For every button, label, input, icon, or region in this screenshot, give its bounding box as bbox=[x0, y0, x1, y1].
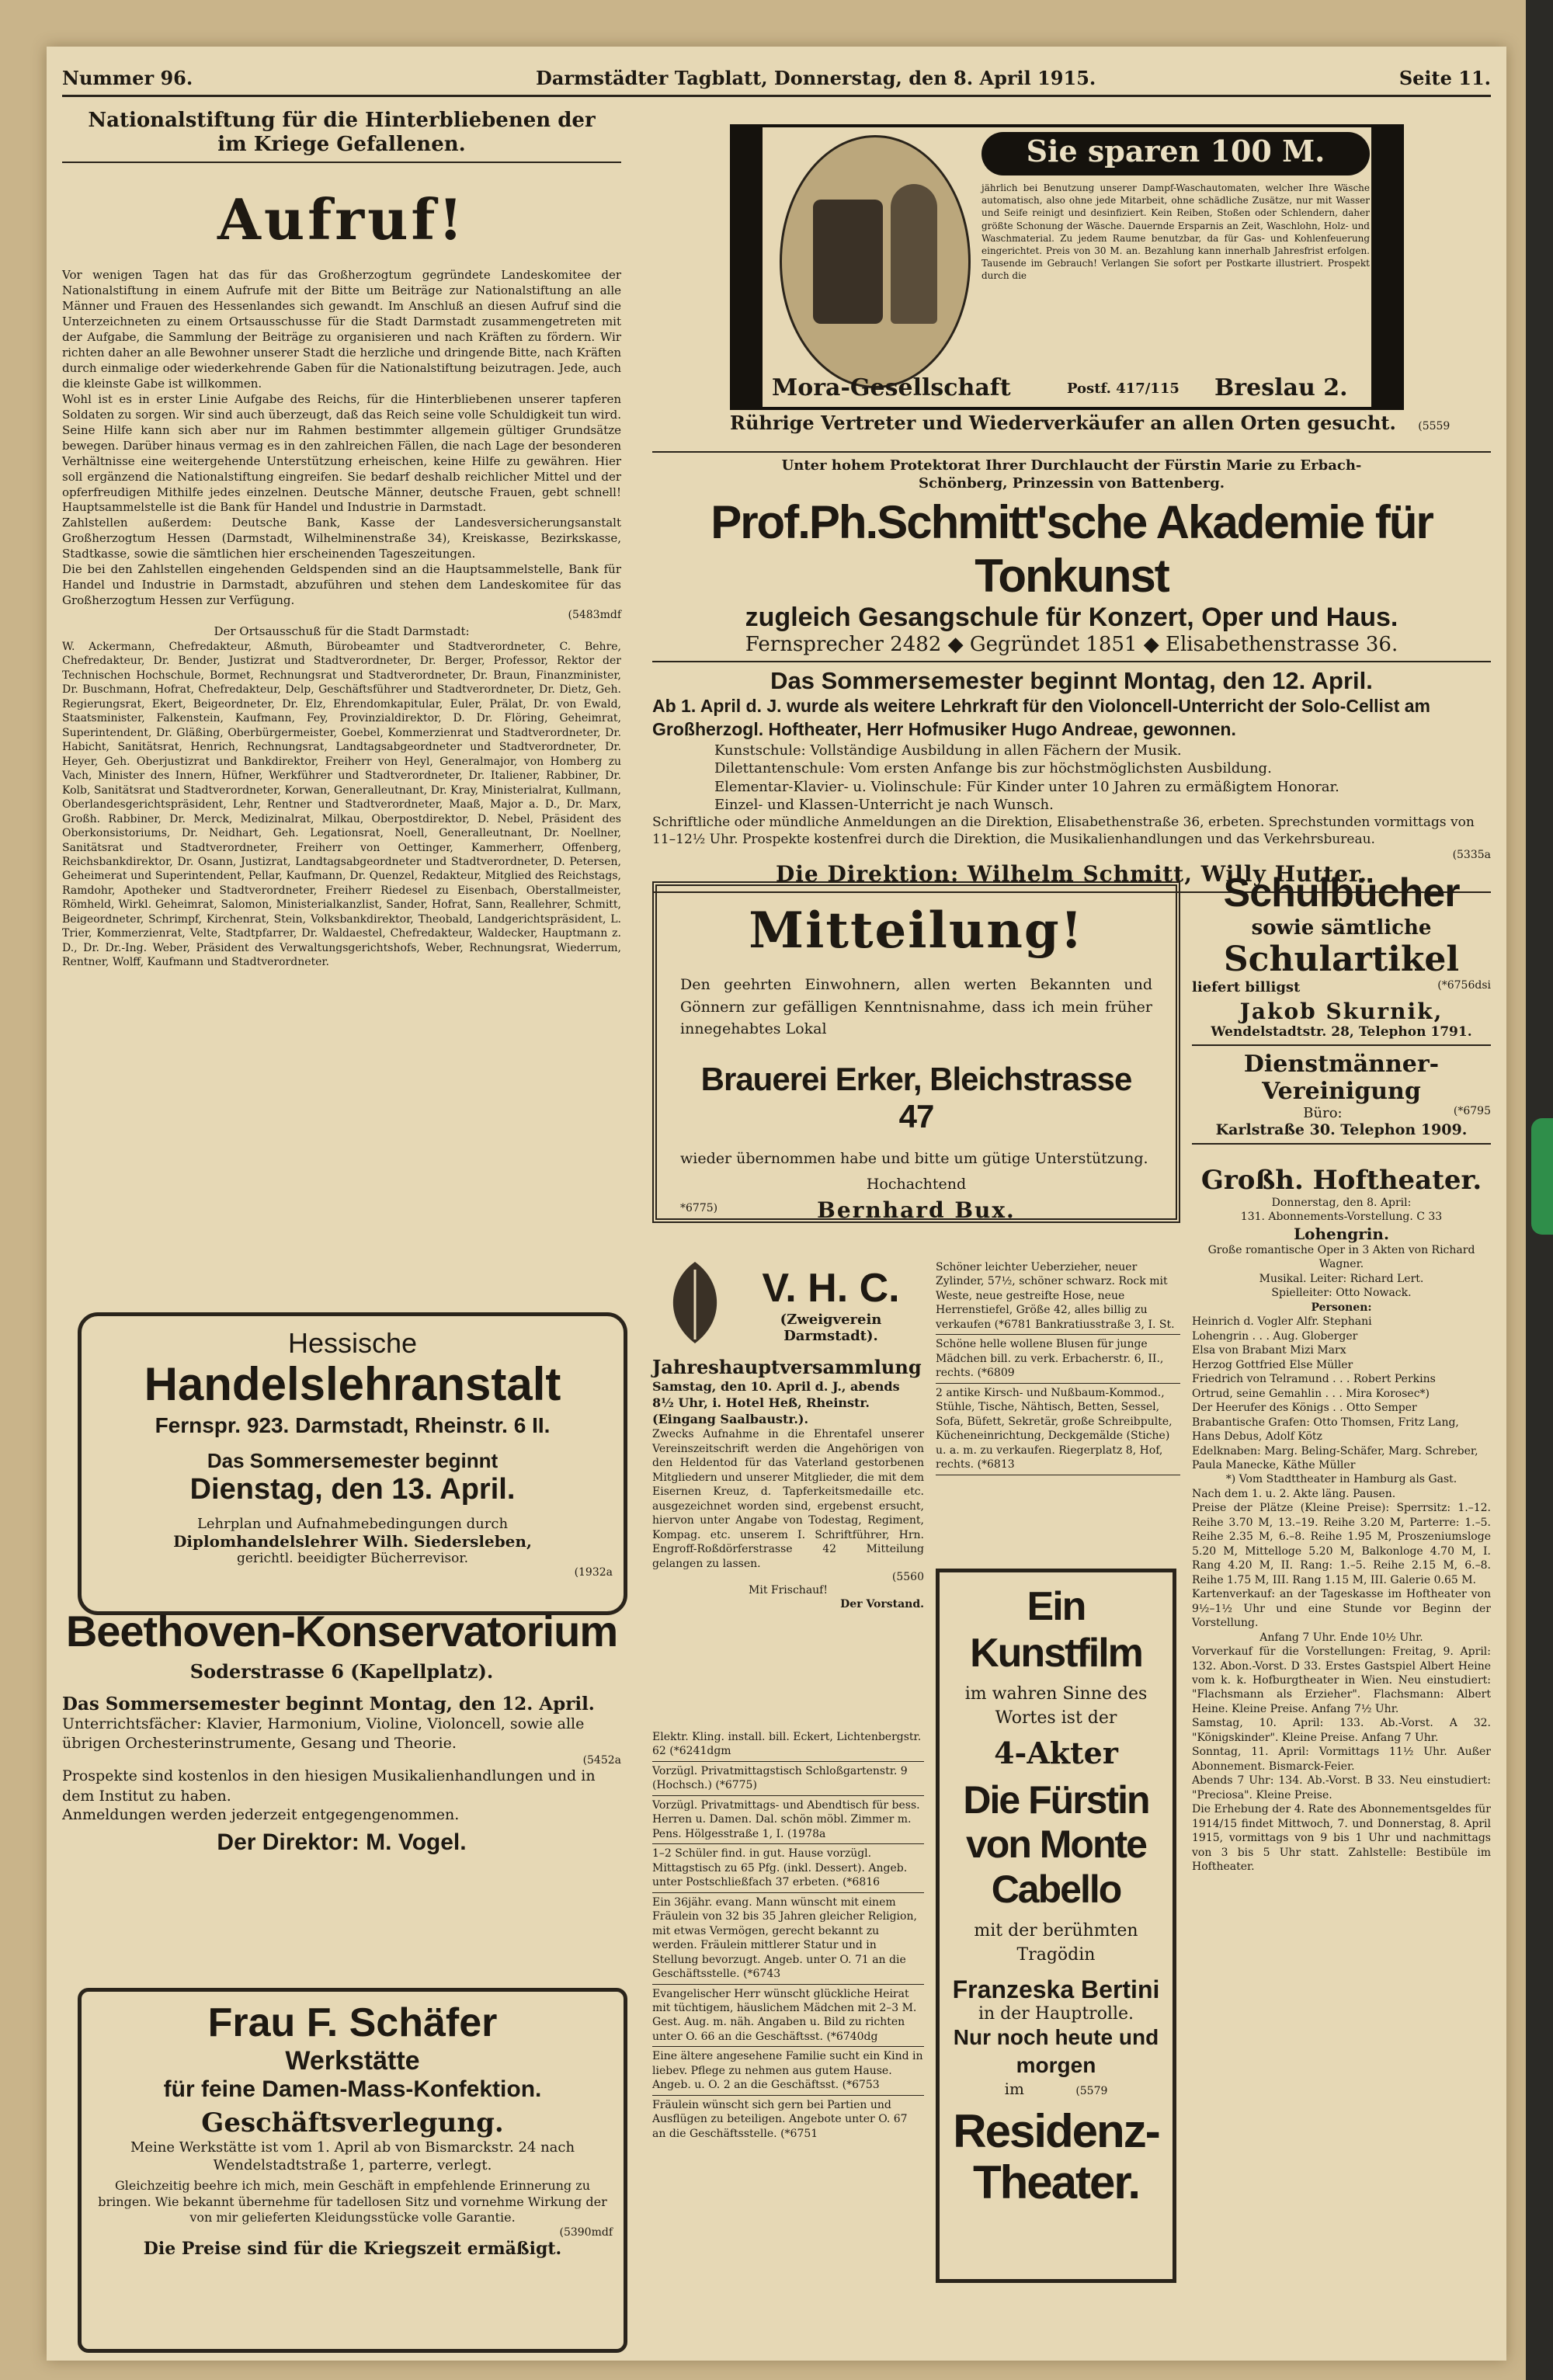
dienst-title: Dienstmänner-Vereinigung bbox=[1243, 1051, 1440, 1105]
dienst-buero: Büro: bbox=[1303, 1105, 1343, 1121]
beethoven-prospekte: Prospekte sind kostenlos in den hiesigen Musikalienhandlungen und in dem Institut zu haben. bbox=[62, 1767, 596, 1805]
film-line8: im bbox=[1004, 2079, 1024, 2099]
small-ad: Ein 36jähr. evang. Mann wünscht mit einem Fräulein von 32 bis 35 Jahren gleicher Religion, mit etwas Vermögen, gerecht bekannt zu werden. Fräulein mittlerer Statur und in Stellung bevorzugt. Angeb. unter O. 71 an die Geschäftsstelle. (*6743 bbox=[652, 1893, 924, 1985]
schulbuecher-address: Wendelstadtstr. 28, Telephon 1791. bbox=[1211, 1024, 1472, 1040]
handel-line1: Hessische bbox=[287, 1327, 418, 1359]
film-bertini: Franzeska Bertini bbox=[952, 1975, 1160, 2003]
ad-code: (5335a bbox=[1452, 848, 1491, 861]
handel-line8: gerichtl. beeidigter Bücherrevisor. bbox=[236, 1551, 469, 1566]
vhc-jhv: Jahreshauptversammlung bbox=[652, 1356, 922, 1378]
handel-title: Handelslehranstalt bbox=[144, 1358, 561, 1410]
mitteilung-lokal: Brauerei Erker, Bleichstrasse 47 bbox=[700, 1060, 1132, 1134]
leaf-emblem-icon bbox=[652, 1258, 738, 1351]
beethoven-anmeldungen: Anmeldungen werden jederzeit entgegengenommen. bbox=[62, 1806, 460, 1824]
issue-number: Nummer 96. bbox=[62, 67, 193, 89]
page-tab-marker bbox=[1531, 1118, 1553, 1235]
theater-pausen: Nach dem 1. u. 2. Akte läng. Pausen. bbox=[1192, 1487, 1396, 1500]
theater-cast-2: Elsa von Brabant Mizi Marx bbox=[1192, 1344, 1346, 1357]
theater-samstag: Samstag, 10. April: 133. Ab.-Vorst. A 32. "Königskinder". Kleine Preise. Anfang 7 Uhr. bbox=[1192, 1717, 1491, 1744]
schmitt-title: Prof.Ph.Schmitt'sche Akademie für Tonkunst bbox=[710, 496, 1433, 602]
schmitt-elementar: Elementar-Klavier- u. Violinschule: Für Kinder unter 10 Jahren zu ermäßigtem Honorar. bbox=[714, 778, 1339, 795]
theater-cast-8: Edelknaben: Marg. Beling-Schäfer, Marg. Schreber, Paula Manecke, Käthe Müller bbox=[1192, 1444, 1478, 1471]
vhc-text: Zwecks Aufnahme in die Ehrentafel unserer Vereinszeitschrift werden die Angehörigen von den Heldentod für das Vaterland gestorbenen Mitgliedern und unserer Mitglieder, die mit dem Eisernen Kreuz, d. Tapferkeitsmedaille etc. ausgezeichnet worden sind, ergebenst ersucht, hiervon unter Angabe von Todestag, Regiment, Kompag. etc. unserem I. Schriftführer, Hrn. Engroff-Roßdörferstrasse 42 Mitteilung gelangen zu lassen. bbox=[652, 1428, 924, 1570]
schaefer-line4: Meine Werkstätte ist vom 1. April ab von Bismarckstr. 24 nach Wendelstadtstraße 1, parterre, verlegt. bbox=[130, 2139, 575, 2174]
film-residenz: Residenz-Theater. bbox=[953, 2105, 1159, 2209]
mitteilung-name: Bernhard Bux. bbox=[817, 1197, 1016, 1223]
small-ad: Eine ältere angesehene Familie sucht ein Kind in liebev. Pflege zu nehmen aus gutem Hause. Angeb. u. O. 2 an die Geschäftsst. (*6753 bbox=[652, 2047, 924, 2095]
schmitt-protektorat: Unter hohem Protektorat Ihrer Durchlaucht der Fürstin Marie zu Erbach-Schönberg, Prinzessin von Battenberg. bbox=[781, 457, 1362, 492]
theater-spielleiter: Spielleiter: Otto Nowack. bbox=[1271, 1287, 1412, 1300]
small-ad: Schöne helle wollene Blusen für junge Mädchen bill. zu verk. Erbacherstr. 6, II., rechts. (*6809 bbox=[936, 1335, 1180, 1383]
mora-postfach: Postf. 417/115 bbox=[1067, 380, 1180, 397]
handel-semester: Das Sommersemester beginnt bbox=[207, 1449, 499, 1472]
ad-schulbuecher bbox=[1192, 870, 1491, 1149]
schaefer-werkstaette: Werkstätte bbox=[285, 2046, 420, 2076]
theater-cast-5: Ortrud, seine Gemahlin . . . Mira Korosec*) bbox=[1192, 1387, 1430, 1400]
small-ad: Schöner leichter Ueberzieher, neuer Zylinder, 57½, schöner schwarz. Rock mit Weste, neue gestreifte Hose, neue Herrenstiefel, Größe 42, alles billig zu verkaufen (*6781 Bankratiusstraße 3, I. St. bbox=[936, 1258, 1180, 1335]
theater-date: Donnerstag, den 8. April: bbox=[1271, 1197, 1412, 1209]
newspaper-page bbox=[47, 47, 1506, 2361]
aufruf-title: Aufruf! bbox=[217, 186, 467, 253]
beethoven-faecher: Unterrichtsfächer: Klavier, Harmonium, Violine, Violoncell, sowie alle übrigen Orchesterinstrumente, Gesang und Theorie. bbox=[62, 1715, 585, 1753]
vhc-title: V. H. C. bbox=[762, 1266, 900, 1311]
schaefer-preise: Die Preise sind für die Kriegszeit ermäßigt. bbox=[143, 2239, 562, 2260]
schmitt-lehrkraft: Ab 1. April d. J. wurde als weitere Lehrkraft für den Violoncell-Unterricht der Solo-Cellist am Großherzogl. Hoftheater, Herr Hofmusiker Hugo Andreae, gewonnen. bbox=[652, 696, 1430, 739]
beethoven-title: Beethoven-Konservatorium bbox=[65, 1607, 618, 1656]
film-line7: Nur noch heute und morgen bbox=[953, 2024, 1159, 2078]
theater-cast-3: Herzog Gottfried Else Müller bbox=[1192, 1358, 1353, 1371]
ad-hoftheater bbox=[1192, 1165, 1491, 1874]
beethoven-direktor: Der Direktor: M. Vogel. bbox=[217, 1829, 467, 1856]
aufruf-paragraph: Vor wenigen Tagen hat das für das Großherzogtum gegründete Landeskomitee der Nationalstiftung in einem Aufrufe mit der Bitte um Beiträge zur Nationalstiftung an alle Männer und Frauen des Hessenlandes sich gewandt. Im Anschluß an diesen Aufruf sind die Unterzeichneten zu einem Ortsausschusse für die Stadt Darmstadt zusammengetreten mit der Aufgabe, die Sammlung der Beiträge zu organisieren und nach Kräften zu fördern. Wir richten daher an alle Bewohner unserer Stadt die herzliche und dringende Bitte, nach Kräften durch einmalige oder wiederkehrende Gaben für die Nationalstiftung beizutragen. Jede, auch die kleinste Gabe ist willkommen. bbox=[62, 268, 621, 391]
mitteilung-text2: wieder übernommen habe und bitte um gütige Unterstützung. bbox=[680, 1149, 1148, 1167]
theater-desc: Große romantische Oper in 3 Akten von Richard Wagner. bbox=[1207, 1243, 1475, 1271]
aufruf-paragraph: Zahlstellen außerdem: Deutsche Bank, Kasse der Landesversicherungsanstalt Großherzogtum Hessen (Darmstadt, Wilhelminenstraße 34), Kreiskasse, Bezirkskasse, Stadtkasse, sowie die sämtlichen hier erscheinenden Tageszeitungen. bbox=[62, 516, 621, 561]
schulbuecher-name: Jakob Skurnik, bbox=[1239, 999, 1444, 1024]
schaefer-title: Frau F. Schäfer bbox=[207, 2000, 498, 2045]
theater-personen: Personen: bbox=[1311, 1301, 1372, 1314]
theater-abends: Abends 7 Uhr: 134. Ab.-Vorst. B 33. Neu einstudiert: "Preciosa". Kleine Preise. bbox=[1192, 1774, 1491, 1802]
beethoven-semester: Das Sommersemester beginnt Montag, den 12. April. bbox=[62, 1693, 595, 1715]
ad-code: (5579 bbox=[1075, 2085, 1108, 2098]
page-number: Seite 11. bbox=[1398, 67, 1491, 89]
aufruf-paragraph: Die bei den Zahlstellen eingehenden Geldspenden sind an die Hauptsammelstelle, Bank für Handel und Industrie in Darmstadt, abzuführen und stehen dem Landeskomitee für das Großherzogtum Hessen zur Verfügung. bbox=[62, 562, 621, 608]
schmitt-contact: Fernsprecher 2482 ◆ Gegründet 1851 ◆ Elisabethenstrasse 36. bbox=[745, 633, 1398, 656]
schmitt-direktion: Die Direktion: Wilhelm Schmitt, Willy Hutter. bbox=[775, 860, 1368, 887]
vhc-sign: Der Vorstand. bbox=[840, 1598, 924, 1611]
page-header bbox=[62, 64, 1491, 97]
ad-beethoven bbox=[62, 1607, 621, 1856]
small-ad: Evangelischer Herr wünscht glückliche Heirat mit tüchtigem, häuslichem Mädchen mit 2–3 M. Gest. Aug. m. näh. Angaben u. Bild zu richten unter O. 66 an die Geschäftsst. (*6740dg bbox=[652, 1985, 924, 2048]
mitteilung-text: Den geehrten Einwohnern, allen werten Bekannten und Gönnern zur gefälligen Kenntnisnahme, dass ich mein früher innegehabtes Lokal bbox=[680, 976, 1152, 1037]
mora-city: Breslau 2. bbox=[1214, 374, 1348, 401]
theater-vorverkauf: Vorverkauf für die Vorstellungen: Freitag, 9. April: 132. Abon.-Vorst. D 33. Erstes Gastspiel Albert Heine vom k. k. Hofburgtheater in Wien. Neu einstudiert: "Flachsmann als Erzieher". Flachsmann: Albert Heine. Kleine Preise. Anfang 7½ Uhr. bbox=[1192, 1645, 1491, 1715]
schmitt-dilettantenschule: Dilettantenschule: Vom ersten Anfange bis zur höchstmöglichsten Ausbildung. bbox=[714, 760, 1272, 777]
film-line6: in der Hauptrolle. bbox=[978, 2003, 1134, 2024]
small-ad: 1–2 Schüler find. in gut. Hause vorzügl. Mittagstisch zu 65 Pfg. (inkl. Dessert). Angeb. unter Postschließfach 37 erbeten. (*6816 bbox=[652, 1844, 924, 1892]
schulbuecher-line2: Schulartikel bbox=[1223, 940, 1460, 979]
ad-code: (1932a bbox=[574, 1566, 613, 1579]
small-ad: 2 antike Kirsch- und Nußbaum-Kommod., Stühle, Tische, Nähtisch, Betten, Sessel, Sofa, Büfett, Sekretär, große Schreibpulte, Kücheneinrichtung, Deckgemälde (Stiche) u. a. m. zu verkaufen. Riegerplatz 8, Hof, rechts. (*6813 bbox=[936, 1384, 1180, 1475]
small-ads-column-2 bbox=[652, 1728, 924, 2143]
vhc-sub: (Zweigverein Darmstadt). bbox=[780, 1312, 882, 1344]
theater-preise: Preise der Plätze (Kleine Preise): Sperrsitz: 1.–12. Reihe 3.70 M, 13.–19. Reihe 3.20 M, Parterre: 1.–5. Reihe 2.35 M, 6.–8. Reihe 1.95 M, Proszeniumsloge 5.20 M, Mittelloge 5.20 M, Balkonloge 4.70 M, I. Rang 4.20 M, II. Rang: 1.–5. Reihe 2.15 M, 6.–8. Reihe 1.75 M, III. Rang 1.15 M, III. Galerie 0.65 M. bbox=[1192, 1502, 1491, 1586]
ad-mitteilung bbox=[652, 881, 1180, 1223]
ad-code: (5483mdf bbox=[568, 609, 621, 621]
ad-code: (5559 bbox=[1418, 420, 1451, 433]
dienst-address: Karlstraße 30. Telephon 1909. bbox=[1215, 1121, 1468, 1138]
beethoven-address: Soderstrasse 6 (Kapellplatz). bbox=[189, 1659, 494, 1683]
film-fuerstin: Die Fürstin von Monte Cabello bbox=[963, 1777, 1149, 1911]
ad-schaefer bbox=[78, 1988, 627, 2353]
theater-erhebung: Die Erhebung der 4. Rate des Abonnementsgeldes für 1914/15 findet Mittwoch, 7. und Donnerstag, 8. April 1915, vormittags von 9 bis 1 Uhr und nachmittags von 3 bis 5 Uhr statt. Zahlstelle: Bestibüle im Hoftheater. bbox=[1192, 1803, 1491, 1874]
theater-leiter: Musikal. Leiter: Richard Lert. bbox=[1259, 1272, 1424, 1285]
theater-sonntag: Sonntag, 11. April: Vormittags 11½ Uhr. Außer Abonnement. Bismarck-Feier. bbox=[1192, 1746, 1491, 1773]
theater-title: Großh. Hoftheater. bbox=[1200, 1165, 1482, 1196]
ad-code: (*6756dsi bbox=[1437, 979, 1491, 992]
schmitt-einzel: Einzel- und Klassen-Unterricht je nach Wunsch. bbox=[714, 796, 1054, 813]
mora-text: jährlich bei Benutzung unserer Dampf-Waschautomaten, welcher Ihre Wäsche automatisch, also ohne jede Mitarbeit, ohne schädliche Zusätze, nur mit Wasser und Seife reinigt und desinfiziert. Kein Reiben, Stoßen oder Schlendern, daher größte Schonung der Wäsche. Dauernde Ersparnis an Zeit, Waschlohn, Holz- und Waschmaterial. Zu jedem Raume benutzbar, da für Gas- und Kohlenfeuerung eingerichtet. Preis von 30 M. an. Bezahlung kann innerhalb Jahresfrist erfolgen. Tausende im Gebrauch! Verlangen Sie sofort per Postkarte illustriert. Prospekt durch die bbox=[981, 182, 1370, 282]
washer-illustration bbox=[780, 135, 971, 388]
film-title: Ein Kunstfilm bbox=[970, 1584, 1142, 1676]
theater-anfang: Anfang 7 Uhr. Ende 10½ Uhr. bbox=[1259, 1631, 1423, 1644]
masthead: Darmstädter Tagblatt, Donnerstag, den 8. April 1915. bbox=[536, 67, 1096, 89]
theater-vorstellung: 131. Abonnements-Vorstellung. C 33 bbox=[1240, 1211, 1443, 1224]
small-ad: Elektr. Kling. install. bill. Eckert, Lichtenbergstr. 62 (*6241dgm bbox=[652, 1728, 924, 1762]
small-ads-column bbox=[936, 1258, 1180, 1475]
film-line1: im wahren Sinne des Wortes ist der bbox=[964, 1684, 1148, 1728]
ad-vhc bbox=[652, 1258, 924, 1612]
theater-gast: *) Vom Stadttheater in Hamburg als Gast. bbox=[1225, 1473, 1457, 1486]
theater-kartenverkauf: Kartenverkauf: an der Tageskasse im Hoftheater von 9½–1½ Uhr und eine Stunde vor Beginn der Vorstellung. bbox=[1192, 1588, 1491, 1630]
mora-firm: Mora-Gesellschaft bbox=[772, 374, 1011, 401]
schmitt-kunstschule: Kunstschule: Vollständige Ausbildung in allen Fächern der Musik. bbox=[714, 742, 1182, 759]
ad-code: *6775) bbox=[680, 1202, 718, 1214]
schmitt-subtitle: zugleich Gesangschule für Konzert, Oper und Haus. bbox=[745, 603, 1398, 632]
schulbuecher-title: Schulbücher bbox=[1223, 870, 1460, 916]
ad-kunstfilm bbox=[936, 1569, 1176, 2283]
ad-schmitt-akademie bbox=[652, 446, 1491, 898]
theater-cast-6: Der Heerufer des Königs . . Otto Semper bbox=[1192, 1402, 1417, 1415]
aufruf-paragraph: Wohl ist es in erster Linie Aufgabe des Reichs, für die Hinterbliebenen unserer tapferen Soldaten zu sorgen. Wir sind auch überzeugt, daß das Reich seine volle Schuldigkeit tun wird. Seine Hilfe kann sich aber nur im Rahmen bestimmter allgemein gültiger Grundsätze bewegen. Darüber hinaus vermag es in den zahlreichen Fällen, die nach Lage der besonderen Verhältnisse eine weitergehende Unterstützung erheischen, keine Hilfe zu gewähren. Hier soll ergänzend die Nationalstiftung eingreifen. Sie bedarf deshalb reichlicher Mittel und der opferfreudigen Mithilfe jedes einzelnen. Deutsche Männer, deutsche Frauen, gebt schnell! Hauptsammelstelle ist die Bank für Handel und Industrie in Darmstadt. bbox=[62, 391, 621, 515]
theater-cast-4: Friedrich von Telramund . . . Robert Perkins bbox=[1192, 1373, 1436, 1386]
ad-code: (5390mdf bbox=[559, 2226, 613, 2239]
small-ad: Vorzügl. Privatmittagstisch Schloßgartenstr. 9 (Hochsch.) (*6775) bbox=[652, 1762, 924, 1796]
ad-code: (5452a bbox=[582, 1753, 621, 1767]
theater-cast-1: Lohengrin . . . Aug. Globerger bbox=[1192, 1329, 1358, 1343]
handel-line6: Lehrplan und Aufnahmebedingungen durch bbox=[196, 1516, 509, 1532]
handel-date: Dienstag, den 13. April. bbox=[189, 1473, 516, 1506]
ad-mora bbox=[730, 124, 1404, 410]
vhc-when: Samstag, den 10. April d. J., abends 8½ Uhr, i. Hotel Heß, Rheinstr. (Eingang Saalbaustr.). bbox=[652, 1379, 900, 1427]
schulbuecher-line3: liefert billigst bbox=[1192, 979, 1301, 995]
schmitt-semester: Das Sommersemester beginnt Montag, den 12. April. bbox=[770, 667, 1373, 694]
handel-line7: Diplomhandelslehrer Wilh. Siedersleben, bbox=[173, 1532, 532, 1551]
stiftung-title: Nationalstiftung für die Hinterbliebenen der im Kriege Gefallenen. bbox=[88, 109, 596, 157]
vhc-gruss: Mit Frischauf! bbox=[749, 1584, 828, 1597]
ad-handelslehranstalt bbox=[78, 1312, 627, 1615]
column-left bbox=[62, 109, 621, 970]
mora-headline: Sie sparen 100 M. bbox=[1026, 134, 1325, 169]
mitteilung-title: Mitteilung! bbox=[749, 902, 1084, 960]
schaefer-line2: für feine Damen-Mass-Konfektion. bbox=[163, 2076, 542, 2102]
mora-agents: Rührige Vertreter und Wiederverkäufer an allen Orten gesucht. (5559 bbox=[730, 412, 1451, 434]
ausschuss-names: W. Ackermann, Chefredakteur, Aßmuth, Bürobeamter und Stadtverordneter, C. Behre, Chefredakteur, Dr. Bender, Justizrat und Stadtverordneter, Dr. Berger, Professor, Rektor der Technischen Hochschule, Bormet, Rechnungsrat und Stadtverordneter, Dr. Braun, Finanzminister, Dr. Buschmann, Hofrat, Chefredakteur, Delp, Geschäftsführer und Stadtverordneter, Dr. Dietz, Geh. Regierungsrat, Ekert, Beigeordneter, Dr. Elz, Ehrendomkapitular, Euler, Prälat, Dr. von Ewald, Staatsminister, Falkenstein, Kaufmann, Fey, Provinzialdirektor, D. Dr. Flöring, Geheimrat, Superintendent, Dr. Gläßing, Oberbürgermeister, Goebel, Kommerzienrat und Stadtverordneter, Dr. Habicht, Sanitätsrat, Henrich, Rechnungsrat, Landtagsabgeordneter und Stadtverordneter, Dr. Heyer, Geh. Oberjustizrat und Bankdirektor, Freiherr von Heyl, Generalmajor, von Homberg zu Vach, Minister des Innern, Hüfner, Werkführer und Stadtverordneter, Dr. Italiener, Rabbiner, Dr. Kolb, Sanitätsrat und Stadtverordneter, Korwan, Generalleutnant, Dr. Kray, Ministerialrat, Kullmann, Oberlandesgerichtspräsident, Lehr, Rentner und Stadtverordneter, Maaß, Major a. D., Dr. Marx, Großh. Rabbiner, Dr. Merck, Medizinalrat, Milkau, Oberpostdirektor, D. Nebel, Präsident des Oberkonsistoriums, Dr. Neidhart, Geh. Legationsrat, Noell, Generalleutnant, Dr. Noellner, Sanitätsrat und Stadtverordneter, Freiherr von Oettinger, Kammerherr, Offenberg, Reichsbankdirektor, Dr. Osann, Justizrat, Landtagsabgeordneter und Stadtverordneter, D. Petersen, Geheimerat und Superintendent, Pellar, Kaufmann, Dr. Quenzel, Redakteur, Mitglied des Reichstags, Ramdohr, Apotheker und Stadtverordneter, Freiherr Riedesel zu Eisenbach, Oberstallmeister, Römheld, Wirkl. Geheimrat, Salomon, Ministerialkanzlist, Sander, Hofrat, Sann, Reallehrer, Schmitt, Beigeordneter, Schrimpf, Kirchenrat, Stein, Volksbankdirektor, Theobald, Landgerichtspräsident, L. Trier, Kommerzienrat, Velte, Stadtpfarrer, Dr. Waldaestel, Chefredakteur, Waldecker, Hauptmann z. D., Dr. Dr.-Ing. Weber, Präsident des Verwaltungsgerichtshofs, Weber, Rechnungsrat, Wiederrum, Rentner, Wolff, Kaufmann und Stadtverordneter. bbox=[62, 640, 621, 969]
schaefer-verlegung: Geschäftsverlegung. bbox=[201, 2107, 504, 2139]
schmitt-anmeldungen: Schriftliche oder mündliche Anmeldungen an die Direktion, Elisabethenstraße 36, erbeten. Sprechstunden vormittags von 11–12½ Uhr. Prospekte kostenfrei durch die Direktion, die Musikalienhandlungen und das Verkehrsbureau. bbox=[652, 815, 1475, 848]
theater-opera: Lohengrin. bbox=[1294, 1224, 1389, 1243]
handel-address: Fernspr. 923. Darmstadt, Rheinstr. 6 II. bbox=[155, 1413, 551, 1437]
ad-code: (5560 bbox=[891, 1571, 924, 1584]
theater-cast-7: Brabantische Grafen: Otto Thomsen, Fritz Lang, Hans Debus, Adolf Kötz bbox=[1192, 1416, 1459, 1444]
film-akter: 4-Akter bbox=[994, 1735, 1118, 1770]
schaefer-line5: Gleichzeitig beehre ich mich, mein Geschäft in empfehlende Erinnerung zu bringen. Wie bekannt übernehme für tadellosen Sitz und vornehme Wirkung der von mir gelieferten Kleidungsstücke volle Garantie. bbox=[98, 2177, 607, 2225]
film-line4: mit der berühmten Tragödin bbox=[974, 1921, 1138, 1965]
schulbuecher-line1: sowie sämtliche bbox=[1251, 916, 1432, 940]
small-ad: Fräulein wünscht sich gern bei Partien und Ausflügen zu beteiligen. Angebote unter O. 67 an die Geschäftsstelle. (*6751 bbox=[652, 2098, 908, 2140]
theater-cast-0: Heinrich d. Vogler Alfr. Stephani bbox=[1192, 1315, 1372, 1329]
mitteilung-gruss: Hochachtend bbox=[866, 1176, 967, 1193]
ausschuss-title: Der Ortsausschuß für die Stadt Darmstadt: bbox=[214, 624, 470, 638]
ad-code: (*6795 bbox=[1453, 1105, 1491, 1117]
small-ad: Vorzügl. Privatmittags- und Abendtisch für bess. Herren u. Damen. Dal. schön möbl. Zimmer m. Pens. Hölgesstraße 1, I. (1978a bbox=[652, 1796, 924, 1844]
